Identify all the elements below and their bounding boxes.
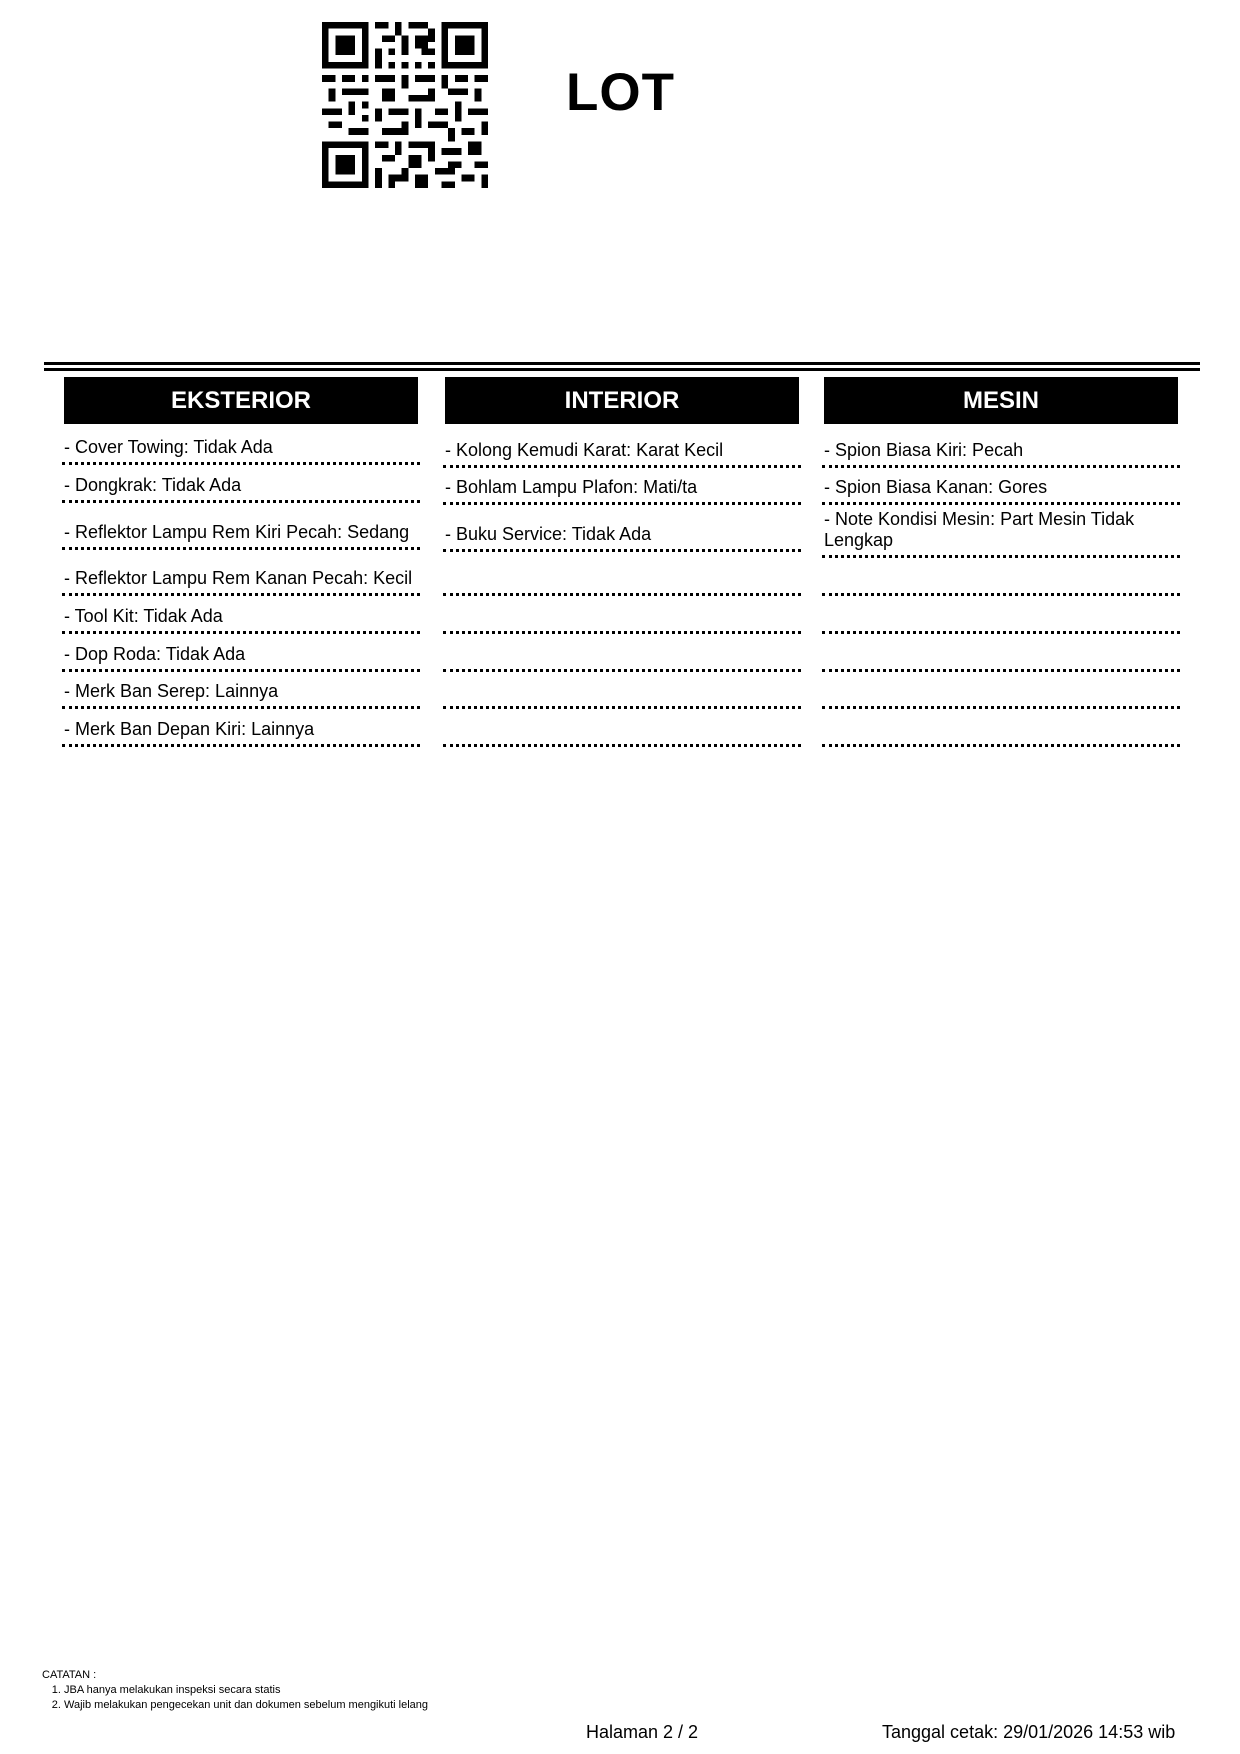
divider-top xyxy=(44,362,1200,365)
print-date: Tanggal cetak: 29/01/2026 14:53 wib xyxy=(882,1722,1176,1742)
list-item: - Reflektor Lampu Rem Kiri Pecah: Sedang xyxy=(62,503,420,550)
list-item: - Spion Biasa Kiri: Pecah xyxy=(822,430,1180,468)
list-item: - Dop Roda: Tidak Ada xyxy=(62,634,420,672)
list-item: - Buku Service: Tidak Ada xyxy=(443,505,801,552)
section-title: INTERIOR xyxy=(445,377,799,424)
list-item: - Merk Ban Depan Kiri: Lainnya xyxy=(62,709,420,747)
lot-title: LOT xyxy=(566,63,675,122)
list-item xyxy=(443,672,801,709)
qr-code xyxy=(322,22,488,188)
note-item: 2. Wajib melakukan pengecekan unit dan dokumen sebelum mengikuti lelang xyxy=(64,1698,428,1713)
list-item: - Reflektor Lampu Rem Kanan Pecah: Kecil xyxy=(62,550,420,596)
section-title: MESIN xyxy=(824,377,1178,424)
section-interior xyxy=(443,377,801,544)
list-item: - Tool Kit: Tidak Ada xyxy=(62,596,420,634)
notes-list xyxy=(42,1683,428,1713)
list-item xyxy=(443,634,801,672)
list-item xyxy=(822,596,1180,634)
notes xyxy=(42,1668,428,1713)
list-item xyxy=(443,596,801,634)
list-item: - Dongkrak: Tidak Ada xyxy=(62,465,420,503)
notes-heading: CATATAN : xyxy=(42,1669,97,1681)
list-item xyxy=(822,634,1180,672)
list-item: - Kolong Kemudi Karat: Karat Kecil xyxy=(443,430,801,468)
section-mesin xyxy=(822,377,1180,550)
list-item xyxy=(822,672,1180,709)
list-item: - Cover Towing: Tidak Ada xyxy=(62,430,420,465)
list-item xyxy=(443,709,801,747)
list-item: - Merk Ban Serep: Lainnya xyxy=(62,672,420,709)
list-item: - Bohlam Lampu Plafon: Mati/ta xyxy=(443,468,801,505)
divider-bottom xyxy=(44,368,1200,371)
list-item xyxy=(443,552,801,596)
section-eksterior xyxy=(62,377,420,739)
list-item xyxy=(822,709,1180,747)
list-item: - Spion Biasa Kanan: Gores xyxy=(822,468,1180,505)
inspection-columns xyxy=(0,377,1240,757)
note-item: 1. JBA hanya melakukan inspeksi secara statis xyxy=(64,1683,428,1698)
page-number: Halaman 2 / 2 xyxy=(586,1722,699,1742)
section-title: EKSTERIOR xyxy=(64,377,418,424)
list-item: - Note Kondisi Mesin: Part Mesin Tidak Lengkap xyxy=(822,505,1180,558)
list-item xyxy=(822,558,1180,596)
